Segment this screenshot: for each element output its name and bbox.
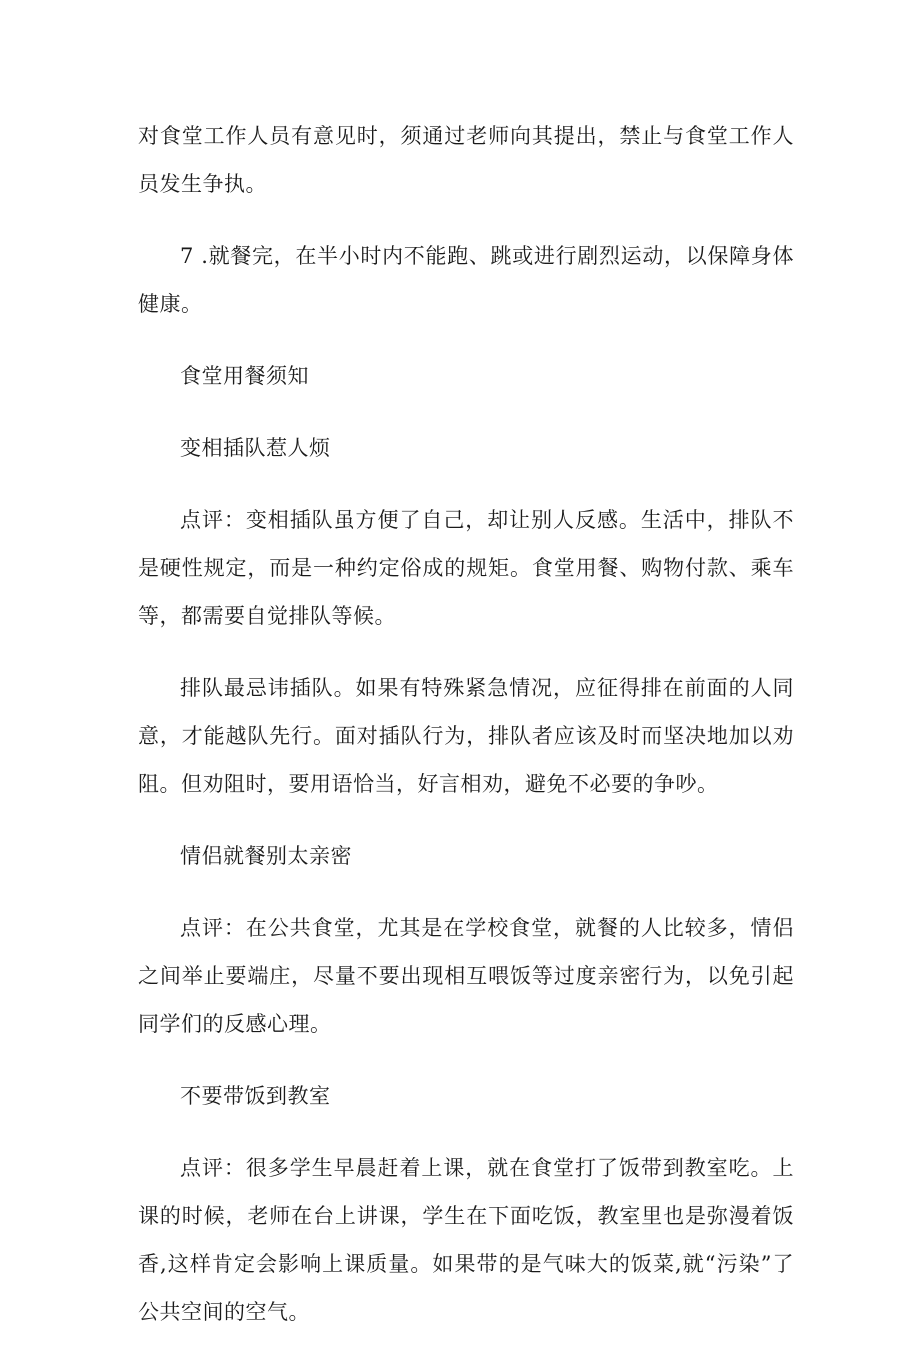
paragraph-classroom-comment: 点评：很多学生早晨赶着上课，就在食堂打了饭带到教室吃。上课的时候，老师在台上讲课，学生在下面吃饭，教室里也是弥漫着饭香,这样肯定会影响上课质量。如果带的是气味大的饭菜,就“污染”了公共空间的空气。 xyxy=(138,1156,794,1324)
paragraph-rule-7: 7 .就餐完，在半小时内不能跑、跳或进行剧烈运动，以保障身体健康。 xyxy=(138,244,794,316)
subheading-classroom-food: 不要带饭到教室 xyxy=(180,1084,331,1108)
paragraph-queue-advice: 排队最忌讳插队。如果有特殊紧急情况，应征得排在前面的人同意，才能越队先行。面对插队行为，排队者应该及时而坚决地加以劝阻。但劝阻时，要用语恰当，好言相劝，避免不必要的争吵。 xyxy=(138,676,794,796)
paragraph-queue-comment: 点评：变相插队虽方便了自己，却让别人反感。生活中，排队不是硬性规定，而是一种约定俗成的规矩。食堂用餐、购物付款、乘车等，都需要自觉排队等候。 xyxy=(138,508,794,628)
section-title: 食堂用餐须知 xyxy=(180,364,309,388)
paragraph-couples-comment: 点评：在公共食堂，尤其是在学校食堂，就餐的人比较多，情侣之间举止要端庄，尽量不要出现相互喂饭等过度亲密行为，以免引起同学们的反感心理。 xyxy=(138,916,794,1036)
subheading-couples: 情侣就餐别太亲密 xyxy=(180,844,352,868)
paragraph-continued: 对食堂工作人员有意见时，须通过老师向其提出，禁止与食堂工作人员发生争执。 xyxy=(138,124,794,196)
document-body xyxy=(138,112,794,1360)
subheading-queue-jumping: 变相插队惹人烦 xyxy=(180,436,331,460)
